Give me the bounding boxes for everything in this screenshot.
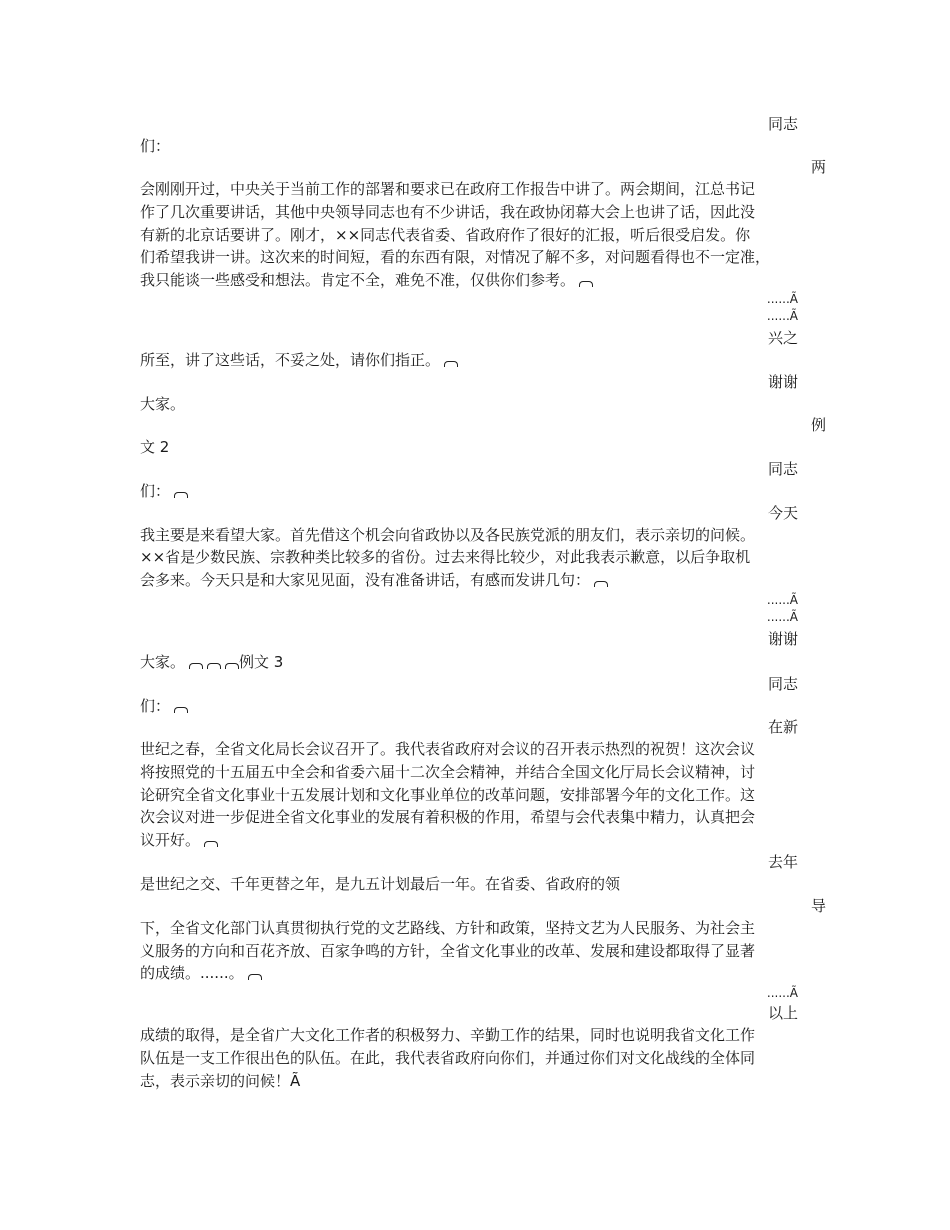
text-line: ××省是少数民族、宗教种类比较多的省份。过去来得比较少，对此我表示歉意，以后争取机 (140, 548, 751, 566)
text-line: 同志 (767, 460, 798, 478)
paragraph-mark-icon (248, 974, 262, 980)
text-line: 们： (140, 695, 820, 717)
paragraph-mark-icon (444, 361, 458, 367)
text-line: ......Ã (766, 292, 798, 306)
text-line: 谢谢 (767, 373, 798, 391)
paragraph-mark-icon (579, 281, 593, 287)
paragraph-mark-icon (207, 663, 221, 669)
text-line: 将按照党的十五届五中全会和省委六届十二次全会精神，并结合全国文化厅局长会议精神，讨 (140, 763, 756, 781)
text-line: 以上 (767, 1004, 798, 1022)
text-line: 导 (810, 897, 826, 915)
text-line: 有新的北京话要讲了。刚才，××同志代表省委、省政府作了很好的汇报，听后很受启发。你 (140, 226, 751, 244)
text-line: ......Ã (766, 309, 798, 323)
paragraph-mark-icon (594, 581, 608, 587)
text-line: 世纪之春，全省文化局长会议召开了。我代表省政府对会议的召开表示热烈的祝贺！这次会议 (140, 740, 756, 758)
text-line: 文 2 (140, 438, 170, 456)
text-line: 的成绩。......。 (140, 962, 820, 984)
paragraph-mark-icon (225, 663, 239, 669)
text-line: 们希望我讲一讲。这次来的时间短，看的东西有限，对情况了解不多，对问题看得也不一定准， (140, 248, 771, 266)
text-line: 兴之 (767, 329, 798, 347)
text-line: 义服务的方向和百花齐放、百家争鸣的方针，全省文化事业的改革、发展和建设都取得了显著 (140, 942, 756, 960)
text-line: 志，表示亲切的问候！Ã (140, 1072, 301, 1090)
text-line: 是世纪之交、千年更替之年，是九五计划最后一年。在省委、省政府的领 (140, 875, 621, 893)
paragraph-mark-icon (189, 663, 203, 669)
text-line: 今天 (767, 504, 798, 522)
text-line: 们： (140, 137, 171, 155)
text-line: 大家。 (140, 395, 186, 413)
text-line: ......Ã (766, 610, 798, 624)
text-line: 在新 (767, 718, 798, 736)
text-line: 会刚刚开过，中央关于当前工作的部署和要求已在政府工作报告中讲了。两会期间，江总书记 (140, 180, 756, 198)
text-line: 同志 (767, 115, 798, 133)
text-line: 我只能谈一些感受和想法。肯定不全，难免不准，仅供你们参考。 (140, 269, 820, 291)
text-line: 两 (810, 158, 826, 176)
text-line: 会多来。今天只是和大家见见面，没有准备讲话，有感而发讲几句： (140, 569, 820, 591)
text-line: 队伍是一支工作很出色的队伍。在此，我代表省政府向你们，并通过你们对文化战线的全体同 (140, 1049, 756, 1067)
text-line: 作了几次重要讲话，其他中央领导同志也有不少讲话，我在政协闭幕大会上也讲了话，因此没 (140, 203, 756, 221)
text-line: 成绩的取得，是全省广大文化工作者的积极努力、辛勤工作的结果，同时也说明我省文化工作 (140, 1026, 756, 1044)
text-line: 所至，讲了这些话，不妥之处，请你们指正。 (140, 349, 820, 371)
text-line: ......Ã (766, 986, 798, 1000)
text-line: 同志 (767, 675, 798, 693)
text-line: 们： (140, 480, 820, 502)
paragraph-mark-icon (174, 707, 188, 713)
text-line: 论研究全省文化事业十五发展计划和文化事业单位的改革问题，安排部署今年的文化工作。这 (140, 786, 756, 804)
text-line: 去年 (767, 853, 798, 871)
text-line: ......Ã (766, 593, 798, 607)
text-line: 下，全省文化部门认真贯彻执行党的文艺路线、方针和政策，坚持文艺为人民服务、为社会主 (140, 919, 756, 937)
paragraph-mark-icon (174, 492, 188, 498)
text-line: 次会议对进一步促进全省文化事业的发展有着积极的作用，希望与会代表集中精力，认真把会 (140, 808, 756, 826)
text-line: 我主要是来看望大家。首先借这个机会向省政协以及各民族党派的朋友们，表示亲切的问候。 (140, 526, 756, 544)
text-line: 大家。 例文 3 (140, 653, 284, 671)
text-line: 谢谢 (767, 630, 798, 648)
paragraph-mark-icon (204, 841, 218, 847)
text-line: 议开好。 (140, 829, 820, 851)
text-line: 例 (810, 416, 826, 434)
